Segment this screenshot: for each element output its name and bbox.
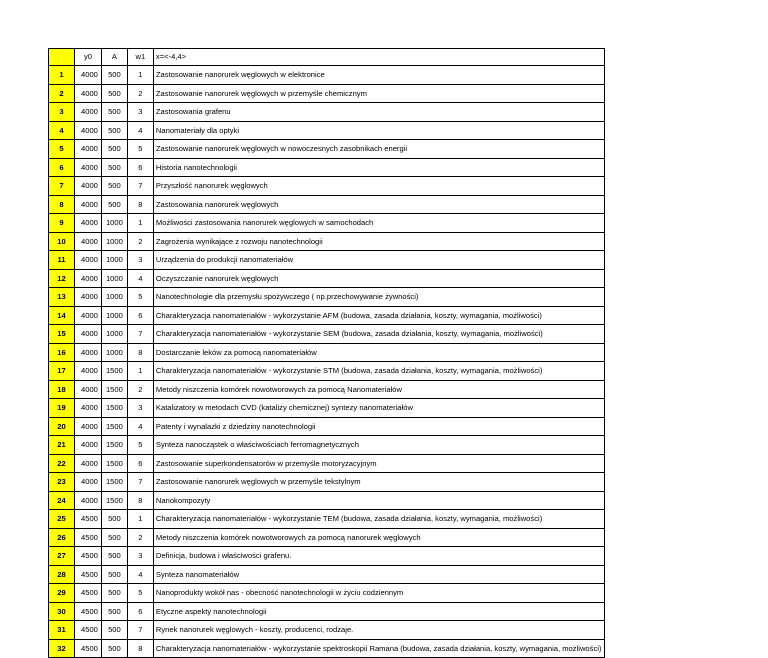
row-index-cell[interactable]: 27 [49,547,75,566]
table-row [49,84,605,103]
a-cell[interactable]: 500 [101,84,127,103]
a-cell[interactable]: 500 [101,66,127,85]
topic-cell[interactable]: Zastosowanie nanorurek węglowych w przemyśle tekstylnym [153,473,605,492]
row-index-cell[interactable]: 25 [49,510,75,529]
w1-cell[interactable]: 4 [127,121,153,140]
y0-cell[interactable]: 4500 [75,565,102,584]
y0-cell[interactable]: 4000 [75,491,102,510]
topic-cell[interactable]: Charakteryzacja nanomateriałów - wykorzystanie STM (budowa, zasada działania, koszty, wymagania, możliwości) [153,362,605,381]
table-row [49,343,605,362]
a-cell[interactable]: 500 [101,584,127,603]
topic-cell[interactable]: Definicja, budowa i właściwości grafenu. [153,547,605,566]
y0-cell[interactable]: 4000 [75,380,102,399]
topic-cell[interactable]: Zastosowanie nanorurek węglowych w elektronice [153,66,605,85]
a-cell[interactable]: 1000 [101,251,127,270]
y0-cell[interactable]: 4500 [75,639,102,658]
a-cell[interactable]: 500 [101,547,127,566]
a-cell[interactable]: 1000 [101,343,127,362]
a-cell[interactable]: 1500 [101,454,127,473]
a-cell[interactable]: 500 [101,140,127,159]
a-cell[interactable]: 500 [101,510,127,529]
row-index-cell[interactable]: 14 [49,306,75,325]
y0-cell[interactable]: 4000 [75,195,102,214]
y0-cell[interactable]: 4500 [75,602,102,621]
topic-cell[interactable]: Oczyszczanie nanorurek węglowych [153,269,605,288]
a-cell[interactable]: 500 [101,158,127,177]
topic-cell[interactable]: Zagrożenia wynikające z rozwoju nanotechnologii [153,232,605,251]
a-cell[interactable]: 1000 [101,214,127,233]
w1-cell[interactable]: 5 [127,436,153,455]
w1-cell[interactable]: 5 [127,140,153,159]
a-cell[interactable]: 500 [101,195,127,214]
table-row [49,251,605,270]
table-row [49,399,605,418]
w1-cell[interactable]: 7 [127,473,153,492]
a-cell[interactable]: 1500 [101,380,127,399]
topic-cell[interactable]: Charakteryzacja nanomateriałów - wykorzystanie spektroskopii Ramana (budowa, zasada działania, koszty, wymagania, możliwości) [153,639,605,658]
row-index-cell[interactable]: 11 [49,251,75,270]
a-cell[interactable]: 1000 [101,269,127,288]
row-index-cell[interactable]: 31 [49,621,75,640]
table-row [49,621,605,640]
topic-cell[interactable]: Katalizatory w metodach CVD (katalizy chemicznej) syntezy nanomateriałów [153,399,605,418]
row-index-cell[interactable]: 29 [49,584,75,603]
a-cell[interactable]: 1000 [101,288,127,307]
w1-cell[interactable]: 1 [127,214,153,233]
header-row [49,49,605,66]
topic-cell[interactable]: Nanomateriały dla optyki [153,121,605,140]
a-cell[interactable]: 500 [101,177,127,196]
table-row [49,417,605,436]
row-index-cell[interactable]: 18 [49,380,75,399]
header-w1-cell[interactable]: w1 [127,49,153,66]
y0-cell[interactable]: 4500 [75,621,102,640]
table-row [49,454,605,473]
w1-cell[interactable]: 7 [127,325,153,344]
table-row [49,547,605,566]
header-a-cell[interactable]: A [101,49,127,66]
row-index-cell[interactable]: 24 [49,491,75,510]
row-index-cell[interactable]: 19 [49,399,75,418]
row-index-cell[interactable]: 2 [49,84,75,103]
topic-cell[interactable]: Charakteryzacja nanomateriałów - wykorzystanie TEM (budowa, zasada działania, koszty, wymagania, możliwości) [153,510,605,529]
row-index-cell[interactable]: 21 [49,436,75,455]
a-cell[interactable]: 1000 [101,232,127,251]
y0-cell[interactable]: 4000 [75,417,102,436]
a-cell[interactable]: 500 [101,602,127,621]
table-row [49,325,605,344]
topic-cell[interactable]: Synteza nanocząstek o właściwościach ferromagnetycznych [153,436,605,455]
row-index-cell[interactable]: 28 [49,565,75,584]
table-row [49,306,605,325]
w1-cell[interactable]: 1 [127,66,153,85]
table-body [49,49,605,658]
w1-cell[interactable]: 6 [127,602,153,621]
topic-cell[interactable]: Historia nanotechnologii [153,158,605,177]
topic-cell[interactable]: Możliwości zastosowania nanorurek węglowych w samochodach [153,214,605,233]
w1-cell[interactable]: 6 [127,158,153,177]
topic-cell[interactable]: Rynek nanorurek węglowych - koszty, producenci, rodzaje. [153,621,605,640]
row-index-cell[interactable]: 30 [49,602,75,621]
table-row [49,140,605,159]
w1-cell[interactable]: 8 [127,639,153,658]
w1-cell[interactable]: 2 [127,232,153,251]
table-row [49,565,605,584]
spreadsheet-table [48,48,605,658]
row-index-cell[interactable]: 20 [49,417,75,436]
topic-cell[interactable]: Zastosowania nanorurek węglowych [153,195,605,214]
a-cell[interactable]: 500 [101,621,127,640]
y0-cell[interactable]: 4000 [75,232,102,251]
row-index-cell[interactable]: 4 [49,121,75,140]
w1-cell[interactable]: 7 [127,621,153,640]
y0-cell[interactable]: 4500 [75,510,102,529]
y0-cell[interactable]: 4000 [75,177,102,196]
w1-cell[interactable]: 4 [127,417,153,436]
y0-cell[interactable]: 4000 [75,269,102,288]
a-cell[interactable]: 1500 [101,491,127,510]
table-row [49,473,605,492]
y0-cell[interactable]: 4000 [75,343,102,362]
topic-cell[interactable]: Charakteryzacja nanomateriałów - wykorzystanie AFM (budowa, zasada działania, koszty, wymagania, możliwości) [153,306,605,325]
topic-cell[interactable]: Metody niszczenia komórek nowotworowych za pomocą nanorurek węglowych [153,528,605,547]
row-index-cell[interactable]: 7 [49,177,75,196]
row-index-cell[interactable]: 8 [49,195,75,214]
row-index-cell[interactable]: 22 [49,454,75,473]
w1-cell[interactable]: 1 [127,362,153,381]
topic-cell[interactable]: Metody niszczenia komórek nowotworowych za pomocą Nanomateriałów [153,380,605,399]
table-row [49,491,605,510]
table-row [49,66,605,85]
table-row [49,288,605,307]
table-row [49,639,605,658]
table-row [49,510,605,529]
a-cell[interactable]: 1500 [101,417,127,436]
y0-cell[interactable]: 4500 [75,528,102,547]
row-index-cell[interactable]: 15 [49,325,75,344]
topic-cell[interactable]: Zastosowania grafenu [153,103,605,122]
table-row [49,195,605,214]
a-cell[interactable]: 1000 [101,325,127,344]
topic-cell[interactable]: Etyczne aspekty nanotechnologii [153,602,605,621]
y0-cell[interactable]: 4000 [75,288,102,307]
row-index-cell[interactable]: 13 [49,288,75,307]
topic-cell[interactable]: Zastosowanie superkondensatorów w przemyśle motoryzacyjnym [153,454,605,473]
header-y0-cell[interactable]: y0 [75,49,102,66]
a-cell[interactable]: 500 [101,565,127,584]
w1-cell[interactable]: 5 [127,584,153,603]
topic-cell[interactable]: Charakteryzacja nanomateriałów - wykorzystanie SEM (budowa, zasada działania, koszty, wymagania, możliwości) [153,325,605,344]
row-index-cell[interactable]: 32 [49,639,75,658]
topic-cell[interactable]: Dostarczanie leków za pomocą nanomateriałów [153,343,605,362]
w1-cell[interactable]: 1 [127,510,153,529]
row-index-cell[interactable]: 23 [49,473,75,492]
y0-cell[interactable]: 4000 [75,325,102,344]
row-index-cell[interactable]: 3 [49,103,75,122]
topic-cell[interactable]: Urządzenia do produkcji nanomateriałów [153,251,605,270]
y0-cell[interactable]: 4000 [75,399,102,418]
w1-cell[interactable]: 6 [127,306,153,325]
topic-cell[interactable]: Przyszłość nanorurek węglowych [153,177,605,196]
row-index-cell[interactable]: 5 [49,140,75,159]
table-row [49,602,605,621]
y0-cell[interactable]: 4500 [75,547,102,566]
header-index-cell[interactable] [49,49,75,66]
row-index-cell[interactable]: 6 [49,158,75,177]
a-cell[interactable]: 500 [101,103,127,122]
topic-cell[interactable]: Patenty i wynalazki z dziedziny nanotechnologii [153,417,605,436]
table-row [49,362,605,381]
a-cell[interactable]: 500 [101,121,127,140]
table-row [49,269,605,288]
row-index-cell[interactable]: 1 [49,66,75,85]
w1-cell[interactable]: 7 [127,177,153,196]
y0-cell[interactable]: 4000 [75,306,102,325]
table-row [49,158,605,177]
y0-cell[interactable]: 4000 [75,362,102,381]
w1-cell[interactable]: 3 [127,547,153,566]
y0-cell[interactable]: 4000 [75,66,102,85]
y0-cell[interactable]: 4000 [75,251,102,270]
a-cell[interactable]: 1500 [101,473,127,492]
header-topic-cell[interactable]: x=<-4,4> [153,49,605,66]
row-index-cell[interactable]: 10 [49,232,75,251]
w1-cell[interactable]: 6 [127,454,153,473]
row-index-cell[interactable]: 16 [49,343,75,362]
a-cell[interactable]: 500 [101,528,127,547]
table-row [49,232,605,251]
w1-cell[interactable]: 3 [127,103,153,122]
topic-cell[interactable]: Synteza nanomateriałów [153,565,605,584]
a-cell[interactable]: 1500 [101,436,127,455]
topic-cell[interactable]: Nanokompozyty [153,491,605,510]
table-row [49,121,605,140]
y0-cell[interactable]: 4000 [75,214,102,233]
row-index-cell[interactable]: 17 [49,362,75,381]
y0-cell[interactable]: 4000 [75,84,102,103]
y0-cell[interactable]: 4500 [75,584,102,603]
w1-cell[interactable]: 4 [127,269,153,288]
table-row [49,177,605,196]
row-index-cell[interactable]: 26 [49,528,75,547]
table-row [49,528,605,547]
topic-cell[interactable]: Nanotechnologie dla przemysłu spożywczego ( np.przechowywanie żywności) [153,288,605,307]
table-row [49,584,605,603]
w1-cell[interactable]: 8 [127,195,153,214]
w1-cell[interactable]: 3 [127,399,153,418]
topic-cell[interactable]: Zastosowanie nanorurek węglowych w przemyśle chemicznym [153,84,605,103]
table-row [49,436,605,455]
y0-cell[interactable]: 4000 [75,473,102,492]
w1-cell[interactable]: 3 [127,251,153,270]
a-cell[interactable]: 500 [101,639,127,658]
y0-cell[interactable]: 4000 [75,436,102,455]
w1-cell[interactable]: 2 [127,84,153,103]
topic-cell[interactable]: Nanoprodukty wokół nas - obecność nanotechnologii w życiu codziennym [153,584,605,603]
y0-cell[interactable]: 4000 [75,158,102,177]
w1-cell[interactable]: 2 [127,380,153,399]
w1-cell[interactable]: 2 [127,528,153,547]
table-row [49,214,605,233]
a-cell[interactable]: 1500 [101,399,127,418]
w1-cell[interactable]: 5 [127,288,153,307]
row-index-cell[interactable]: 12 [49,269,75,288]
topic-cell[interactable]: Zastosowanie nanorurek węglowych w nowoczesnych zasobnikach energii [153,140,605,159]
w1-cell[interactable]: 4 [127,565,153,584]
w1-cell[interactable]: 8 [127,491,153,510]
a-cell[interactable]: 1500 [101,362,127,381]
y0-cell[interactable]: 4000 [75,121,102,140]
y0-cell[interactable]: 4000 [75,140,102,159]
a-cell[interactable]: 1000 [101,306,127,325]
y0-cell[interactable]: 4000 [75,103,102,122]
row-index-cell[interactable]: 9 [49,214,75,233]
table-row [49,103,605,122]
table-row [49,380,605,399]
y0-cell[interactable]: 4000 [75,454,102,473]
w1-cell[interactable]: 8 [127,343,153,362]
